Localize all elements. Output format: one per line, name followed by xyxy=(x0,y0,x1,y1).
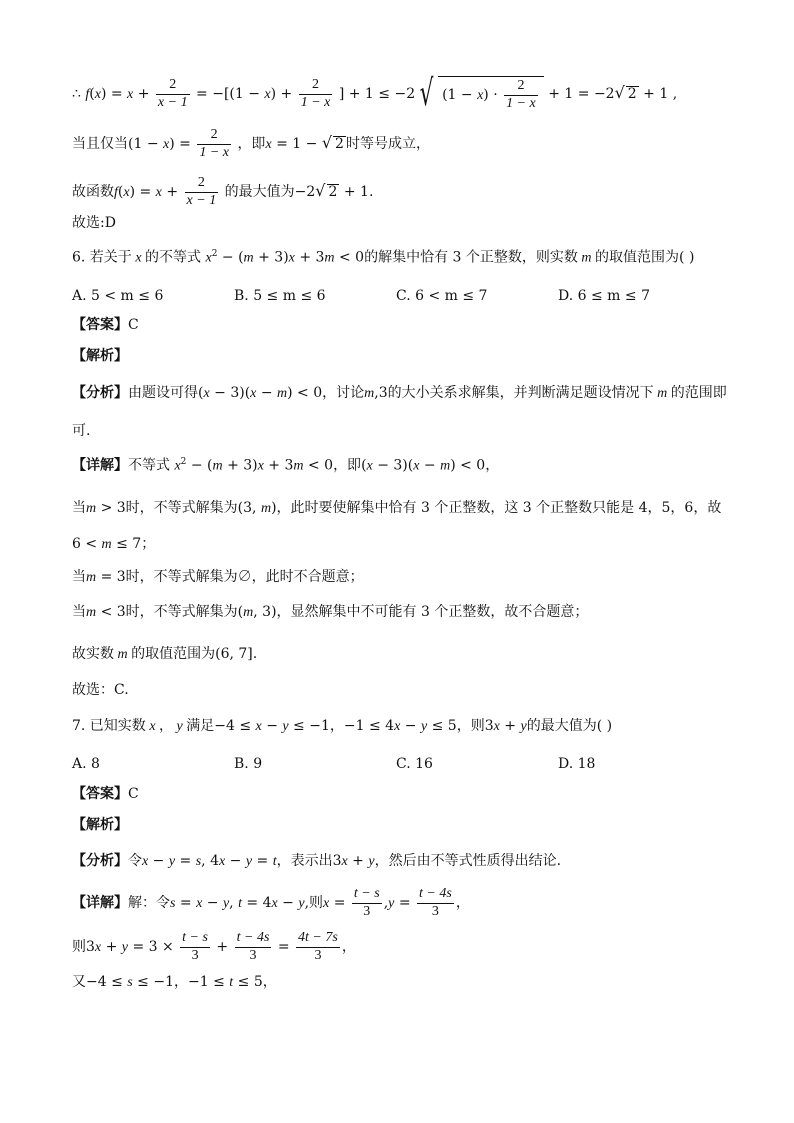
formula-line-1: ∴ f(x) = x + $\frac{2}{x - 1}$ = −[(1 − x) + $\frac{2}{1 - x}$ ] + 1 ≤ −2 √ (1 − x) · $\frac{2}{1 - x}$ + 1 = −2√ 2 + 1 , xyxy=(72,73,678,114)
q6-conclusion: 故实数 m 的取值范围为(6, 7]. xyxy=(72,646,258,662)
q7-option-c: C. 16 xyxy=(396,756,433,772)
q7-option-d: D. 18 xyxy=(558,756,596,772)
q6-case-1: 当m > 3时，不等式解集为(3, m)，此时要使解集中恰有 3 个正整数，这 3 个正整数只能是 4，5，6，故 xyxy=(72,500,722,516)
q7-fenxi: 【分析】令x − y = s, 4x − y = t，表示出3x + y，然后由不等式性质得出结论. xyxy=(72,853,562,869)
q7-analysis-heading: 【解析】 xyxy=(72,817,128,833)
q7-answer: 【答案】C xyxy=(72,786,139,802)
q7-option-a: A. 8 xyxy=(72,756,100,772)
q6-fenxi-cont: 可. xyxy=(72,423,91,439)
q6-option-b: B. 5 ≤ m ≤ 6 xyxy=(234,288,326,304)
q6-answer: 【答案】C xyxy=(72,317,139,333)
q6-option-c: C. 6 < m ≤ 7 xyxy=(396,288,488,304)
q6-option-d: D. 6 ≤ m ≤ 7 xyxy=(558,288,650,304)
q7-xiangjie-1: 【详解】解：令s = x − y, t = 4x − y,则x = $\frac{t - s}{3}$ ,y = $\frac{t - 4s}{3}$ ， xyxy=(72,886,470,919)
q7-xiangjie-2: 则3x + y = 3 × $\frac{t - s}{3}$ + $\frac{t - 4s}{3}$ = $\frac{4t - 7s}{3}$ ， xyxy=(72,930,356,963)
q6-case-3: 当m < 3时，不等式解集为(m, 3)，显然解集中不可能有 3 个正整数，故不合题意； xyxy=(72,604,589,620)
q6-fenxi: 【分析】由题设可得(x − 3)(x − m) < 0，讨论m,3的大小关系求解集，并判断满足题设情况下 m 的范围即 xyxy=(72,385,727,401)
q6-case-2: 当m = 3时，不等式解集为∅，此时不合题意； xyxy=(72,569,364,585)
q6-xiangjie: 【详解】不等式 $x^2 - (m + 3)x + 3m < 0$，即(x − 3)(x − m) < 0， xyxy=(72,457,500,474)
q6-option-a: A. 5 < m ≤ 6 xyxy=(72,288,164,304)
q7-option-b: B. 9 xyxy=(234,756,263,772)
q7-stem: 7. 已知实数 x ， y 满足−4 ≤ x − y ≤ −1，−1 ≤ 4x − y ≤ 5，则3x + y的最大值为( ) xyxy=(72,718,613,734)
formula-line-2: 当且仅当(1 − x) = $\frac{2}{1 - x}$ ，即x = 1 − √ 2 时等号成立， xyxy=(72,127,430,160)
q6-case-1-cont: 6 < m ≤ 7； xyxy=(72,536,156,552)
formula-line-3: 故函数f(x) = x + $\frac{2}{x - 1}$ 的最大值为−2√ 2 + 1. xyxy=(72,175,374,208)
q6-stem: 6. 若关于 x 的不等式 $x^2 - (m + 3)x + 3m < 0$的解集中恰有 3 个正整数，则实数 m 的取值范围为( ) xyxy=(72,249,695,266)
q7-xiangjie-3: 又−4 ≤ s ≤ −1，−1 ≤ t ≤ 5， xyxy=(72,974,277,990)
q6-choice: 故选：C. xyxy=(72,682,129,698)
q6-analysis-heading: 【解析】 xyxy=(72,348,128,364)
choice-line-prev: 故选:D xyxy=(72,215,116,231)
therefore-symbol: ∴ xyxy=(72,86,81,102)
